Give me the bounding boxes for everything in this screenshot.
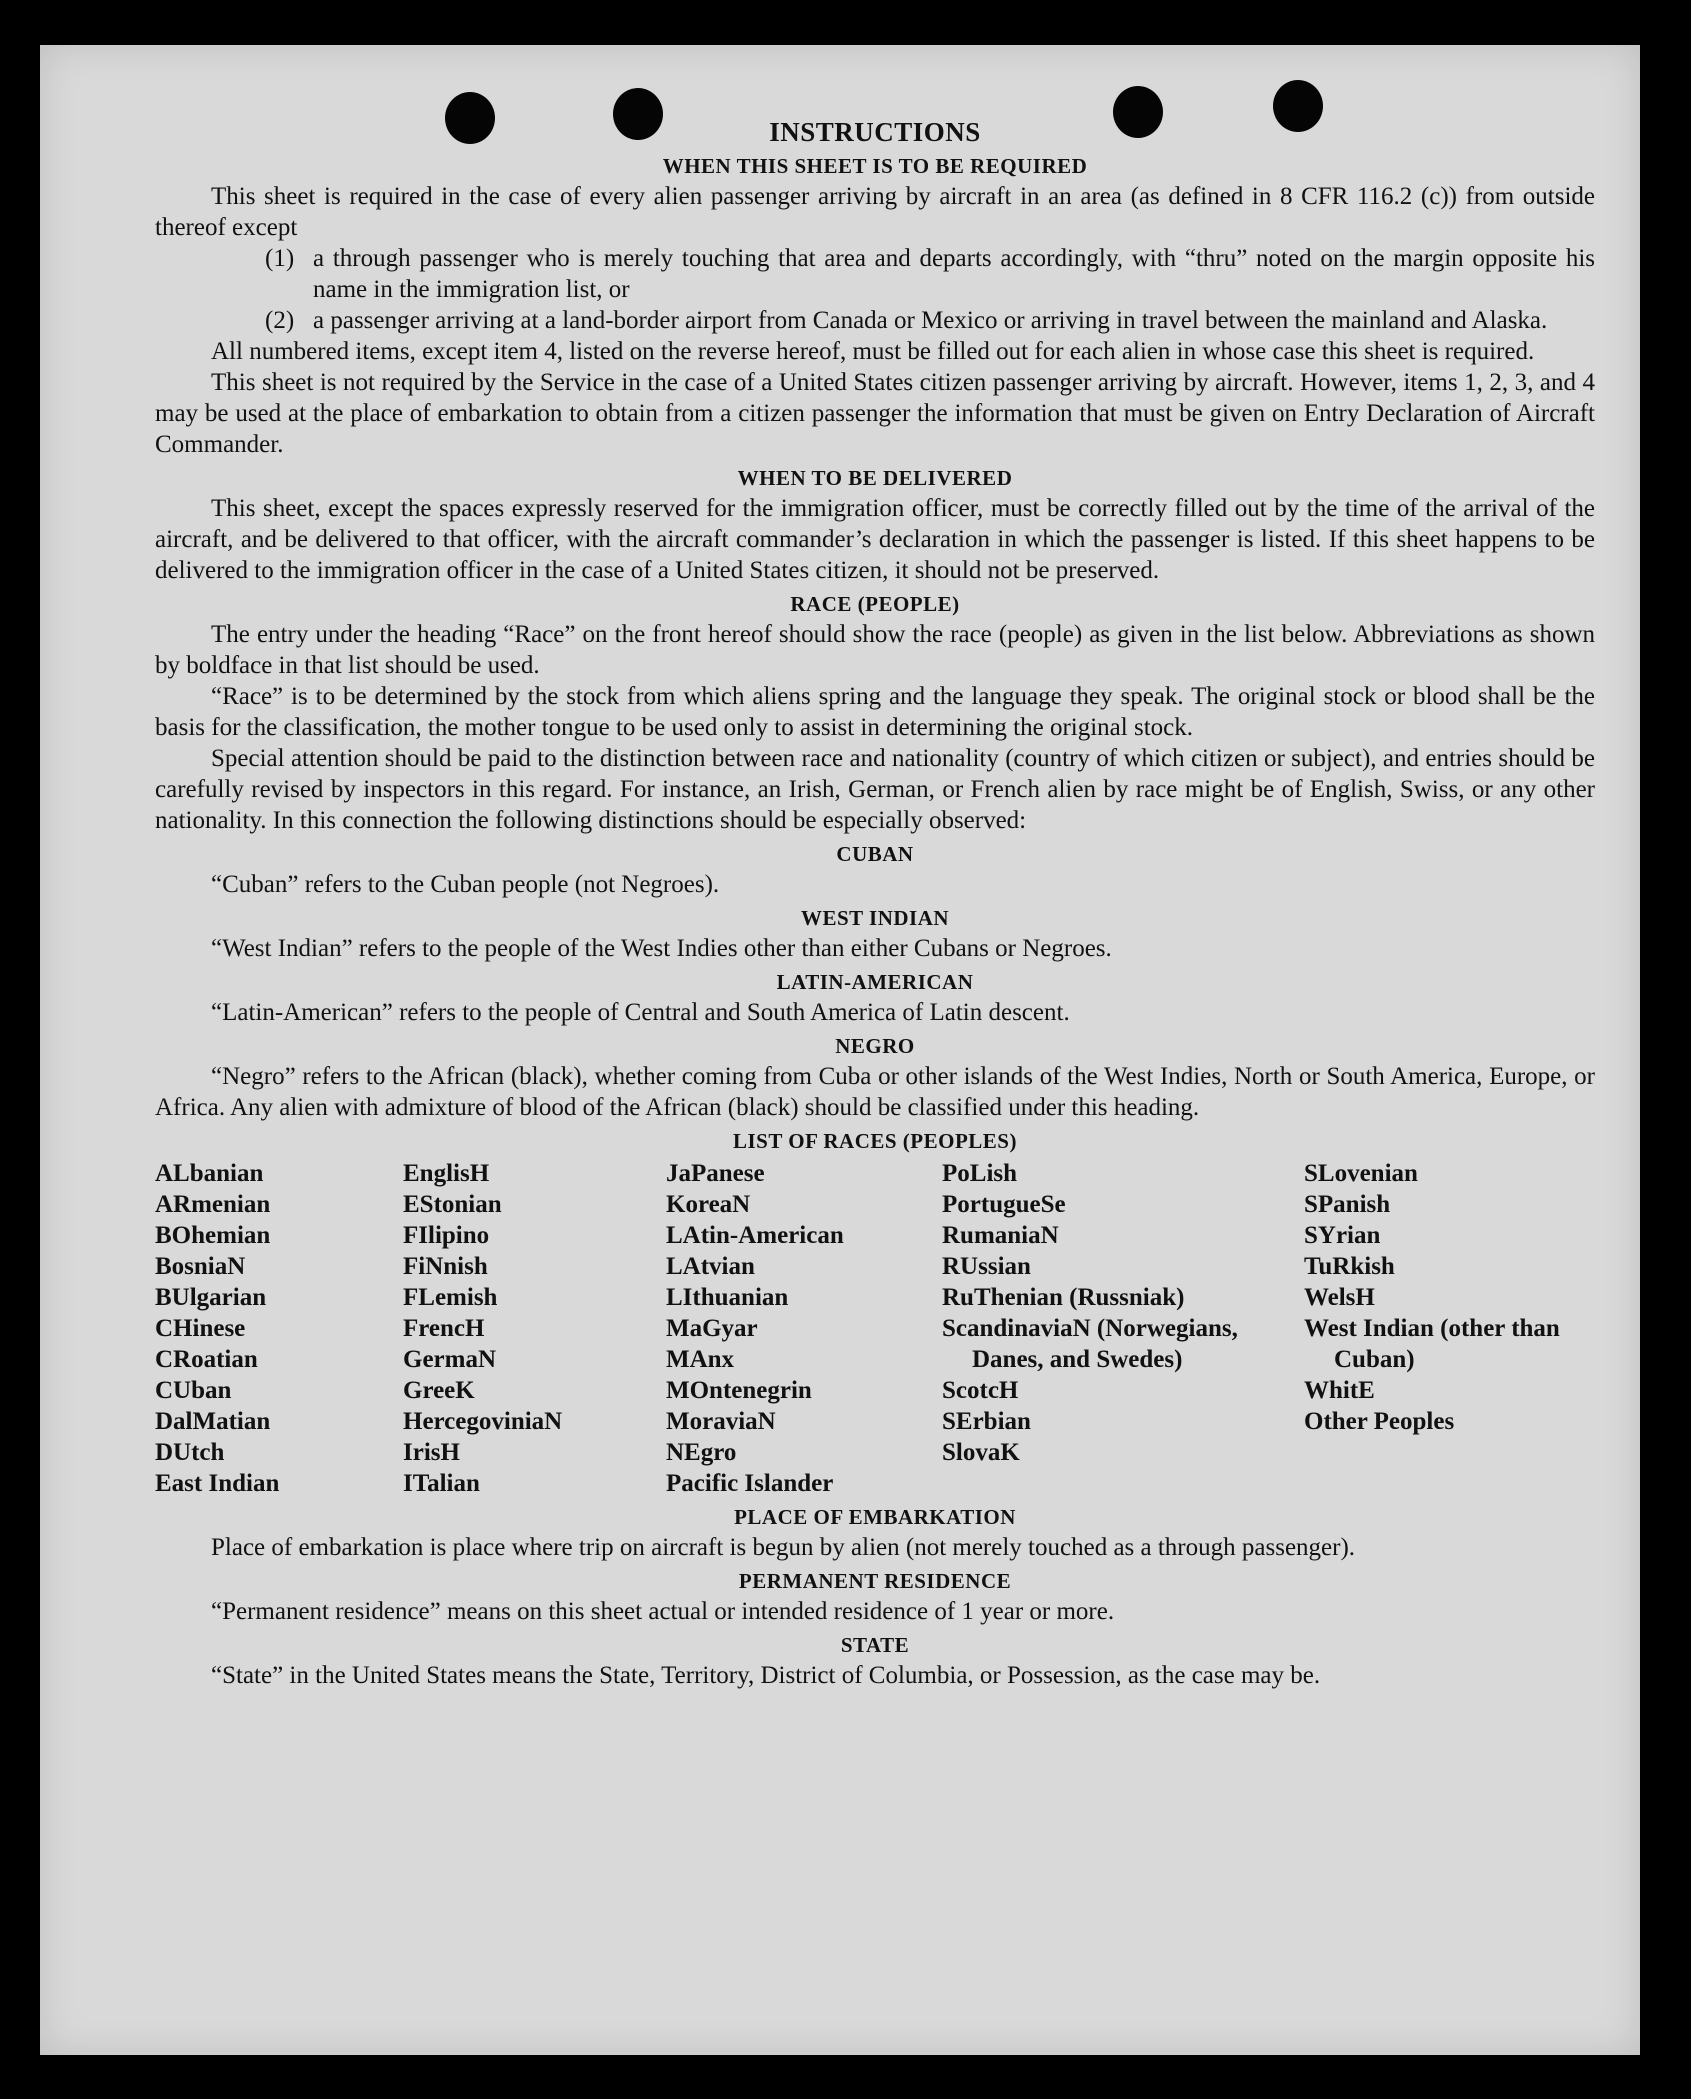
paragraph: “Cuban” refers to the Cuban people (not Negroes). <box>211 871 720 898</box>
race-column <box>942 1158 1304 1499</box>
section-heading: PERMANENT RESIDENCE <box>738 1569 1012 1593</box>
race-entry: Pacific Islander <box>666 1470 834 1497</box>
race-entry: TuRkish <box>1304 1253 1395 1280</box>
race-entry: LAtvian <box>666 1253 755 1280</box>
section-heading: PLACE OF EMBARKATION <box>734 1505 1016 1529</box>
race-entry: ScotcH <box>942 1377 1019 1404</box>
list-item <box>265 305 1595 336</box>
paragraph: The entry under the heading “Race” on the front hereof should show the race (people) as given in the list below. Abbreviations as shown by boldface in that list should be used. <box>155 621 1595 679</box>
paragraph: Special attention should be paid to the distinction between race and nationality (country of which citizen or subject), and entries should be carefully revised by inspectors in this regard. For instance, an Irish, German, or French alien by race might be of English, Swiss, or any other nationality. In this connection the following distinctions should be especially observed: <box>155 745 1595 834</box>
race-column <box>666 1158 942 1499</box>
race-entry: East Indian <box>155 1470 280 1497</box>
race-entry: West Indian (other than Cuban) <box>1304 1315 1560 1373</box>
race-entry: SYrian <box>1304 1222 1381 1249</box>
race-entry: KoreaN <box>666 1191 751 1218</box>
race-entry: WelsH <box>1304 1284 1375 1311</box>
race-entry: BUlgarian <box>155 1284 267 1311</box>
section-heading: LATIN-AMERICAN <box>776 970 974 994</box>
race-entry: RuThenian (Russniak) <box>942 1284 1185 1311</box>
race-entry: ScandinaviaN (Norwegians, Danes, and Swedes) <box>942 1315 1238 1373</box>
section-heading: WHEN TO BE DELIVERED <box>737 466 1013 490</box>
race-entry: MAnx <box>666 1346 735 1373</box>
race-column <box>403 1158 666 1499</box>
paragraph: This sheet, except the spaces expressly reserved for the immigration officer, must be correctly filled out by the time of the arrival of the aircraft, and be delivered to that officer, with the aircraft commander’s declaration in which the passenger is listed. If this sheet happens to be delivered to the immigration officer in the case of a United States citizen, it should not be preserved. <box>155 495 1595 584</box>
race-entry: ALbanian <box>155 1160 264 1187</box>
section-heading: NEGRO <box>835 1034 915 1058</box>
paragraph: “Race” is to be determined by the stock from which aliens spring and the language they speak. The original stock or blood shall be the basis for the classification, the mother tongue to be used only to assist in determining the original stock. <box>155 683 1595 741</box>
paragraph: “Permanent residence” means on this sheet actual or intended residence of 1 year or more. <box>211 1598 1115 1625</box>
race-entry: IrisH <box>403 1439 460 1466</box>
race-list <box>155 1158 1595 1499</box>
race-entry: RUssian <box>942 1253 1031 1280</box>
race-entry: NEgro <box>666 1439 737 1466</box>
section-heading: STATE <box>840 1633 910 1657</box>
race-entry: SLovenian <box>1304 1160 1418 1187</box>
document-sheet <box>40 45 1640 2055</box>
race-entry: FLemish <box>403 1284 498 1311</box>
race-entry: BosniaN <box>155 1253 246 1280</box>
paragraph: This sheet is required in the case of every alien passenger arriving by aircraft in an area (as defined in 8 CFR 116.2 (c)) from outside thereof except <box>155 183 1595 241</box>
item-text: a through passenger who is merely touching that area and departs accordingly, with “thru” noted on the margin opposite his name in the immigration list, or <box>313 245 1595 303</box>
race-entry: BOhemian <box>155 1222 271 1249</box>
race-entry: SPanish <box>1304 1191 1391 1218</box>
item-text: a passenger arriving at a land-border airport from Canada or Mexico or arriving in travel between the mainland and Alaska. <box>313 307 1548 334</box>
section-heading: LIST OF RACES (PEOPLES) <box>733 1129 1017 1153</box>
item-number: (1) <box>265 245 295 272</box>
race-entry: HercegoviniaN <box>403 1408 563 1435</box>
race-entry: EnglisH <box>403 1160 490 1187</box>
section-heading: WEST INDIAN <box>800 906 950 930</box>
paragraph: “Negro” refers to the African (black), whether coming from Cuba or other islands of the West Indies, North or South America, Europe, or Africa. Any alien with admixture of blood of the African (black) should be classified under this heading. <box>155 1063 1595 1121</box>
paragraph: This sheet is not required by the Service in the case of a United States citizen passenger arriving by aircraft. However, items 1, 2, 3, and 4 may be used at the place of embarkation to obtain from a citizen passenger the information that must be given on Entry Declaration of Aircraft Commander. <box>155 369 1595 458</box>
instructions-body <box>155 117 1595 1691</box>
race-column <box>155 1158 403 1499</box>
race-entry: SlovaK <box>942 1439 1020 1466</box>
race-entry: DalMatian <box>155 1408 271 1435</box>
race-entry: Other Peoples <box>1304 1408 1455 1435</box>
race-entry: DUtch <box>155 1439 225 1466</box>
section-heading: RACE (PEOPLE) <box>790 592 960 616</box>
race-entry: ITalian <box>403 1470 480 1497</box>
race-entry: EStonian <box>403 1191 502 1218</box>
paragraph: Place of embarkation is place where trip on aircraft is begun by alien (not merely touched as a through passenger). <box>211 1534 1356 1561</box>
race-entry: SErbian <box>942 1408 1031 1435</box>
section-heading: CUBAN <box>836 842 914 866</box>
section-heading: WHEN THIS SHEET IS TO BE REQUIRED <box>662 154 1088 178</box>
race-entry: FiNnish <box>403 1253 488 1280</box>
race-entry: PortugueSe <box>942 1191 1066 1218</box>
paragraph: “West Indian” refers to the people of the West Indies other than either Cubans or Negroes. <box>211 935 1112 962</box>
race-entry: MOntenegrin <box>666 1377 812 1404</box>
race-entry: JaPanese <box>666 1160 765 1187</box>
page-title: INSTRUCTIONS <box>769 117 981 147</box>
race-entry: CHinese <box>155 1315 246 1342</box>
race-entry: LAtin-American <box>666 1222 844 1249</box>
race-entry: CRoatian <box>155 1346 258 1373</box>
race-entry: MaGyar <box>666 1315 758 1342</box>
paragraph: All numbered items, except item 4, listed on the reverse hereof, must be filled out for each alien in whose case this sheet is required. <box>211 338 1535 365</box>
race-entry: PoLish <box>942 1160 1018 1187</box>
paragraph: “State” in the United States means the State, Territory, District of Columbia, or Possession, as the case may be. <box>211 1662 1321 1689</box>
race-entry: FrencH <box>403 1315 485 1342</box>
list-item <box>265 243 1595 305</box>
race-column <box>1304 1158 1595 1499</box>
race-entry: ARmenian <box>155 1191 271 1218</box>
race-entry: FIlipino <box>403 1222 490 1249</box>
race-entry: CUban <box>155 1377 232 1404</box>
race-entry: MoraviaN <box>666 1408 776 1435</box>
race-entry: WhitE <box>1304 1377 1375 1404</box>
race-entry: GreeK <box>403 1377 475 1404</box>
item-number: (2) <box>265 307 295 334</box>
race-entry: LIthuanian <box>666 1284 789 1311</box>
race-entry: RumaniaN <box>942 1222 1059 1249</box>
paragraph: “Latin-American” refers to the people of Central and South America of Latin descent. <box>211 999 1070 1026</box>
race-entry: GermaN <box>403 1346 497 1373</box>
